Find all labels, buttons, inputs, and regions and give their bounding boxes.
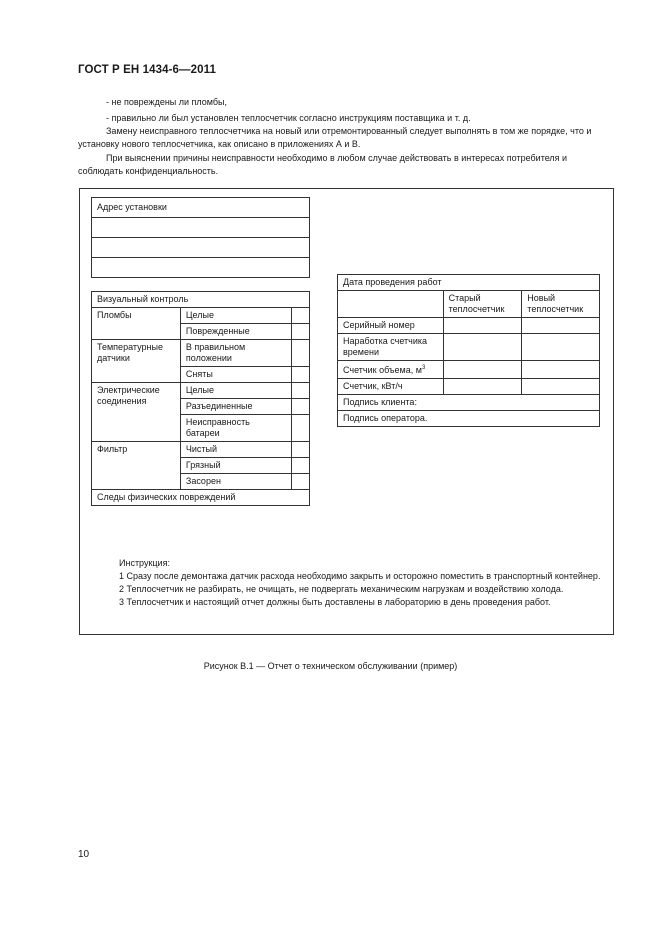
operator-signature-field[interactable]: Подпись оператора. xyxy=(338,411,600,427)
new-meter-header: Новый теплосчетчик xyxy=(522,291,600,318)
client-signature-field[interactable]: Подпись клиента: xyxy=(338,395,600,411)
intro-paragraph-1: - не повреждены ли пломбы, xyxy=(106,97,227,107)
address-line-2[interactable] xyxy=(92,238,310,258)
address-label: Адрес установки xyxy=(92,198,310,218)
intro-paragraph-2: - правильно ли был установлен теплосчетчик согласно инструкциям поставщика и т. д. xyxy=(106,113,471,123)
instructions-title: Инструкция: xyxy=(119,558,170,568)
volume-new-field[interactable] xyxy=(522,361,600,379)
electrical-disconnected-label: Разъединенные xyxy=(180,399,291,415)
temp-removed-checkbox[interactable] xyxy=(292,367,310,383)
volume-counter-label xyxy=(338,361,444,379)
visual-inspection-title: Визуальный контроль xyxy=(92,292,310,308)
seals-intact-label: Целые xyxy=(180,308,291,324)
battery-fault-label: Неисправность батареи xyxy=(180,415,291,442)
work-date-label: Дата проведения работ xyxy=(338,275,600,291)
document-code: ГОСТ Р ЕН 1434-6—2011 xyxy=(78,64,216,76)
serial-new-field[interactable] xyxy=(522,318,600,334)
address-line-3[interactable] xyxy=(92,258,310,278)
filter-label: Фильтр xyxy=(92,442,181,490)
instruction-item-3: 3 Теплосчетчик и настоящий отчет должны быть доставлены в лабораторию в день проведения работ. xyxy=(119,597,551,607)
seals-damaged-checkbox[interactable] xyxy=(292,324,310,340)
volume-old-field[interactable] xyxy=(443,361,522,379)
seals-label: Пломбы xyxy=(92,308,181,340)
temp-correct-checkbox[interactable] xyxy=(292,340,310,367)
physical-damage-label: Следы физических повреждений xyxy=(92,490,310,506)
filter-clean-checkbox[interactable] xyxy=(292,442,310,458)
electrical-intact-checkbox[interactable] xyxy=(292,383,310,399)
energy-old-field[interactable] xyxy=(443,379,522,395)
energy-new-field[interactable] xyxy=(522,379,600,395)
header-blank-cell xyxy=(338,291,444,318)
electrical-label: Электрические соединения xyxy=(92,383,181,442)
filter-clogged-checkbox[interactable] xyxy=(292,474,310,490)
instructions-block xyxy=(91,557,603,609)
volume-counter-text: Счетчик объема, м xyxy=(343,365,422,375)
address-table xyxy=(91,197,310,278)
runtime-new-field[interactable] xyxy=(522,334,600,361)
filter-dirty-checkbox[interactable] xyxy=(292,458,310,474)
energy-counter-label: Счетчик, кВт/ч xyxy=(338,379,444,395)
temp-sensors-label: Температурные датчики xyxy=(92,340,181,383)
runtime-label: Наработка счетчика времени xyxy=(338,334,444,361)
intro-paragraph-3: Замену неисправного теплосчетчика на новый или отремонтированный следует выполнять в том же порядке, что и установку нового теплосчетчика, как описано в приложениях А и В. xyxy=(78,126,592,149)
filter-clogged-label: Засорен xyxy=(180,474,291,490)
instruction-item-1: 1 Сразу после демонтажа датчик расхода необходимо закрыть и осторожно поместить в транспортный контейнер. xyxy=(119,571,601,581)
seals-intact-checkbox[interactable] xyxy=(292,308,310,324)
runtime-old-field[interactable] xyxy=(443,334,522,361)
serial-number-label: Серийный номер xyxy=(338,318,444,334)
service-data-table xyxy=(337,274,600,427)
serial-old-field[interactable] xyxy=(443,318,522,334)
filter-dirty-label: Грязный xyxy=(180,458,291,474)
filter-clean-label: Чистый xyxy=(180,442,291,458)
electrical-intact-label: Целые xyxy=(180,383,291,399)
intro-paragraph-4: При выяснении причины неисправности необходимо в любом случае действовать в интересах потребителя и соблюдать конфиденциальность. xyxy=(78,153,568,176)
temp-removed-label: Сняты xyxy=(180,367,291,383)
instruction-item-2: 2 Теплосчетчик не разбирать, не очищать, не подвергать механическим нагрузкам и воздействию холода. xyxy=(119,584,564,594)
visual-inspection-table xyxy=(91,291,310,506)
temp-correct-label: В правильном положении xyxy=(180,340,291,367)
volume-unit-exponent: 3 xyxy=(421,365,426,371)
seals-damaged-label: Поврежденные xyxy=(180,324,291,340)
page-number: 10 xyxy=(78,849,90,860)
battery-fault-checkbox[interactable] xyxy=(292,415,310,442)
electrical-disconnected-checkbox[interactable] xyxy=(292,399,310,415)
old-meter-header: Старый теплосчетчик xyxy=(443,291,522,318)
address-line-1[interactable] xyxy=(92,218,310,238)
figure-caption: Рисунок В.1 — Отчет о техническом обслуживании (пример) xyxy=(203,661,458,671)
